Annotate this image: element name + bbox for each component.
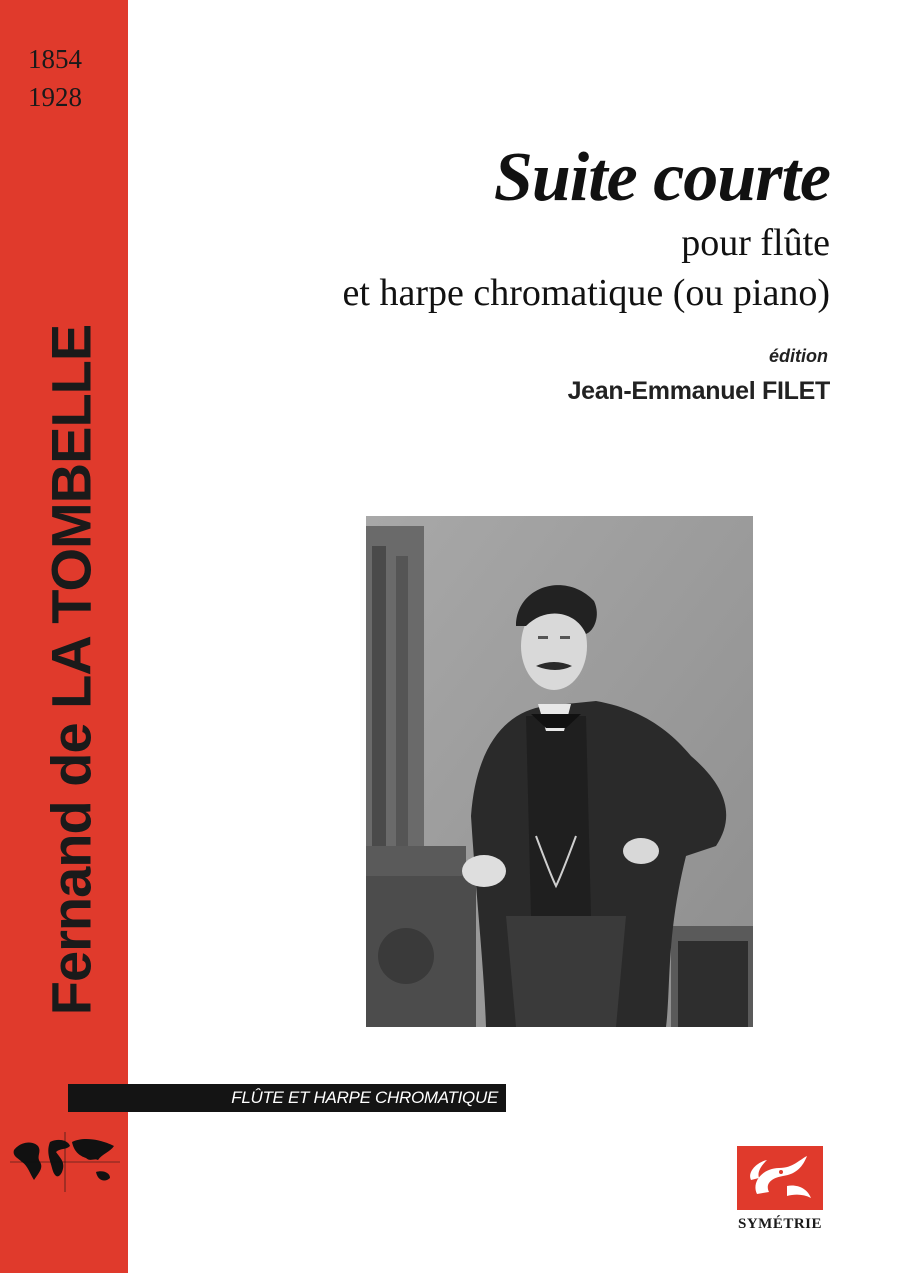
work-subtitle — [343, 218, 830, 318]
instrumentation-label: FLÛTE ET HARPE CHROMATIQUE — [231, 1088, 498, 1107]
composer-name-container — [36, 324, 106, 1016]
composer-name: Fernand de LA TOMBELLE — [39, 324, 103, 1016]
death-year: 1928 — [28, 82, 82, 112]
symetrie-logo-icon — [737, 1146, 823, 1210]
composer-portrait — [366, 516, 753, 1027]
publisher-name: SYMÉTRIE — [737, 1216, 823, 1232]
composer-dates — [28, 40, 108, 116]
subtitle-line-2: et harpe chromatique (ou piano) — [342, 272, 830, 314]
birth-year: 1854 — [28, 44, 82, 74]
work-title: Suite courte — [493, 139, 830, 216]
world-map-icon — [10, 1132, 120, 1192]
instrumentation-banner — [68, 1084, 506, 1112]
subtitle-line-1: pour flûte — [681, 222, 830, 264]
editor-name: Jean-Emmanuel FILET — [567, 377, 830, 405]
portrait-photo-icon — [366, 516, 753, 1027]
edition-label: édition — [769, 346, 828, 366]
